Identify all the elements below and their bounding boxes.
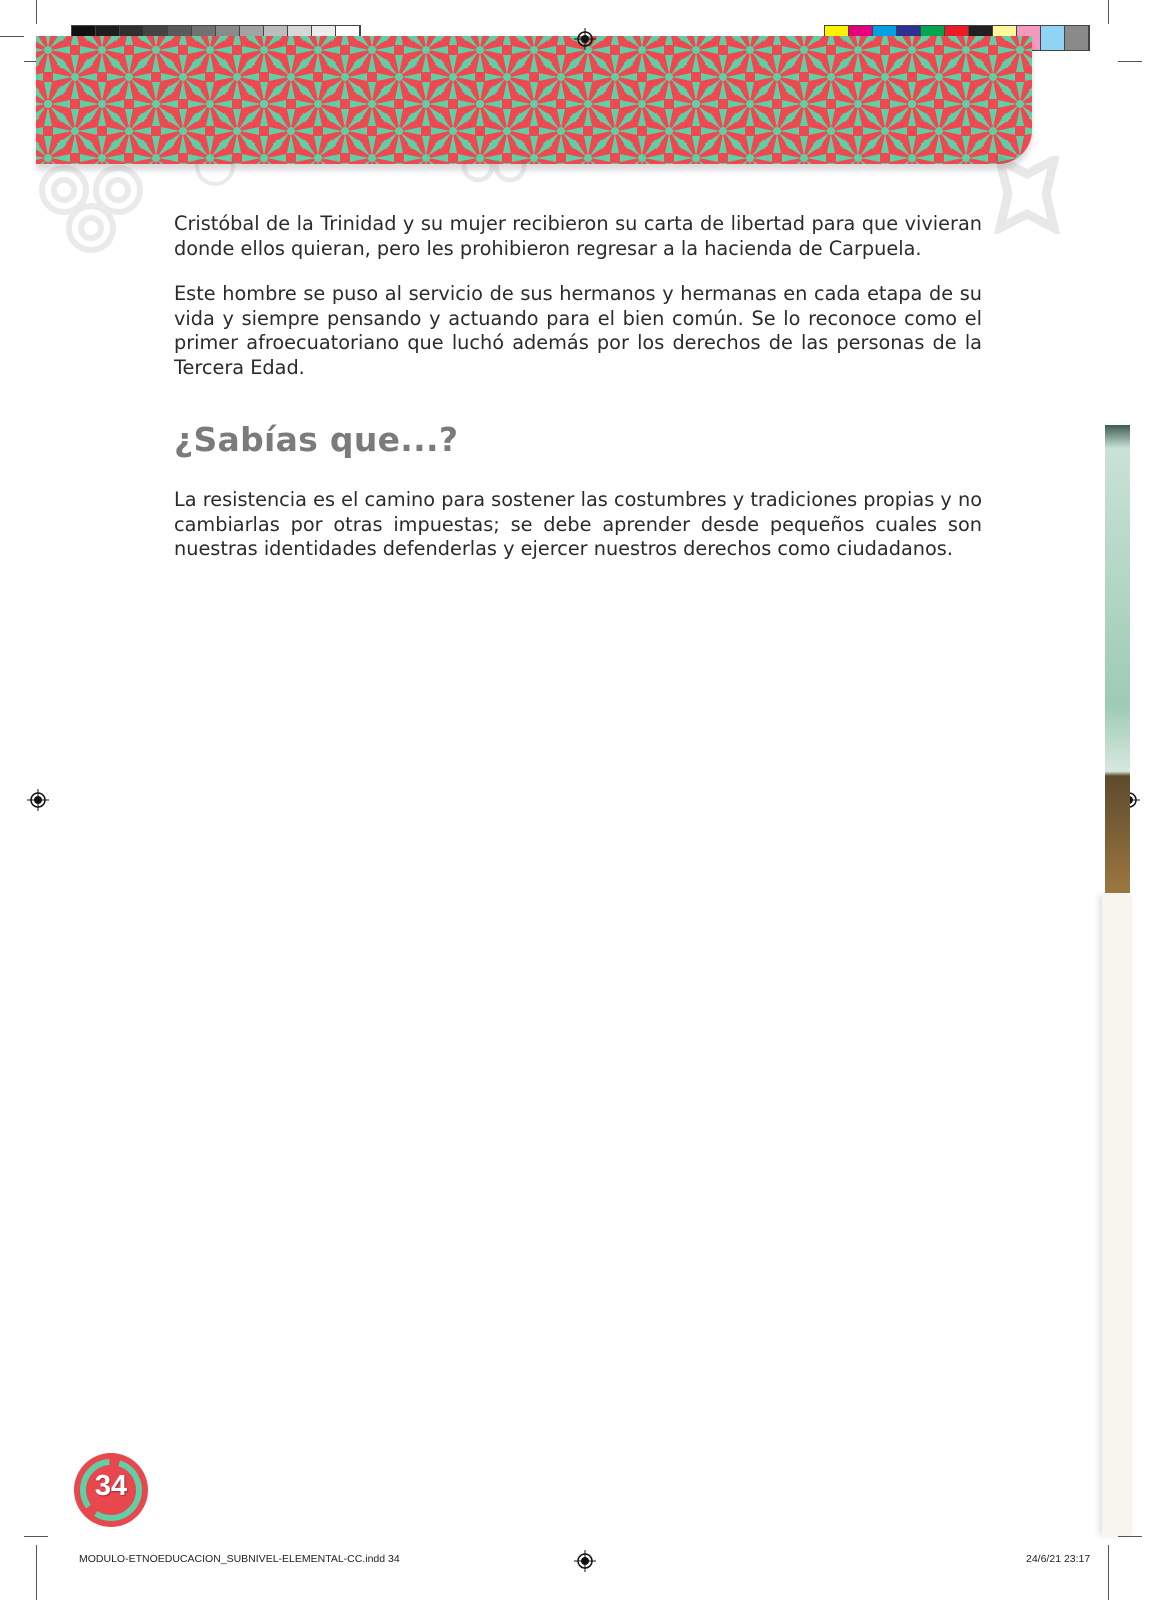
paragraph-servicio: Este hombre se puso al servicio de sus hermanos y hermanas en cada etapa de su vida y siempre pensando y actuando para el bien común. Se lo reconoce como el primer afroecuatoriano que luchó además por los derechos de las personas de la Tercera Edad. (174, 282, 982, 379)
paragraph-resistencia: La resistencia es el camino para sostener las costumbres y tradiciones propias y no cambiarlas por otras impuestas; se debe aprender desde pequeños cuales son nuestras identidades defenderlas y ejercer nuestros derechos como ciudadanos. (174, 488, 982, 560)
crop-mark (24, 1536, 48, 1537)
crop-mark (1118, 61, 1142, 62)
crop-mark (1108, 0, 1109, 24)
decorative-header-band (36, 36, 1032, 164)
paragraph-libertad: Cristóbal de la Trinidad y su mujer recibieron su carta de libertad para que vivieran donde ellos quieran, pero les prohibieron regresar a la hacienda de Carpuela. (174, 212, 982, 260)
crop-mark (0, 36, 24, 37)
registration-mark-icon (574, 1550, 596, 1572)
spiral-ornament-icon (190, 158, 240, 190)
crop-mark (1118, 1536, 1142, 1537)
file-slug: MODULO-ETNOEDUCACION_SUBNIVEL-ELEMENTAL-CC.indd 34 (79, 1553, 400, 1565)
crop-mark (36, 0, 37, 24)
facing-page-edge (1102, 895, 1132, 1535)
star-ornament-icon (990, 156, 1064, 234)
color-swatch (1041, 26, 1065, 50)
spiral-ornament-icon (460, 160, 530, 186)
crop-mark (36, 1545, 37, 1600)
date-slug: 24/6/21 23:17 (1026, 1553, 1091, 1565)
section-title: ¿Sabías que...? (174, 420, 459, 459)
spiral-ornament-icon (34, 150, 152, 254)
page-number: 34 (94, 1470, 128, 1502)
flower-pattern (36, 36, 1032, 164)
facing-page-image-strip (1105, 425, 1130, 893)
registration-mark-icon (27, 789, 49, 811)
crop-mark (1108, 1545, 1109, 1600)
registration-mark-icon (574, 28, 596, 50)
color-swatch (1065, 26, 1089, 50)
